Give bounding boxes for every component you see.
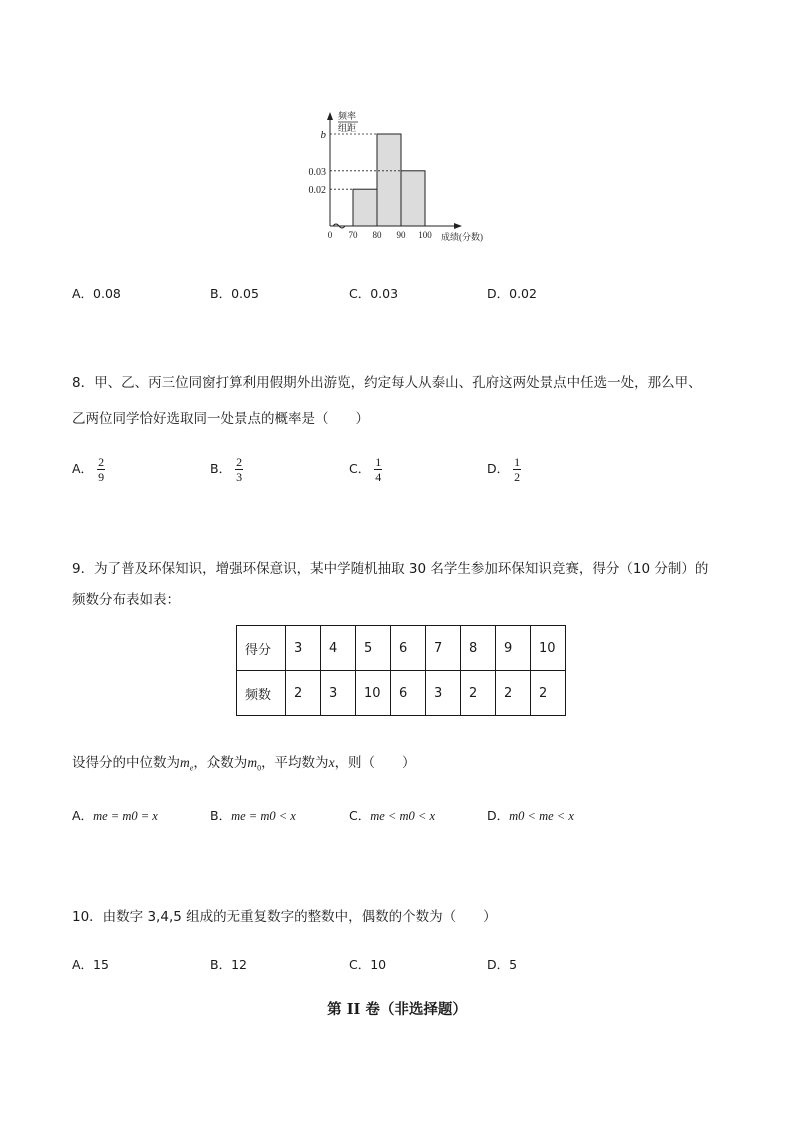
y-axis-arrow — [327, 112, 333, 120]
symbol-subscript: 0 — [257, 763, 262, 773]
table-cell: 3 — [286, 626, 321, 671]
fraction — [235, 456, 243, 483]
option-letter: B． — [210, 461, 232, 476]
median-symbol — [180, 755, 194, 773]
table-row — [237, 626, 566, 671]
option-letter: D． — [487, 808, 510, 823]
symbol-base: m — [180, 755, 190, 770]
denominator: 2 — [514, 470, 521, 484]
table-cell: 10 — [531, 626, 566, 671]
table-cell: 7 — [426, 626, 461, 671]
stem-text: ，平均数为 — [261, 755, 329, 771]
table-cell: 3 — [321, 671, 356, 716]
q10-option-b: B．12 — [210, 957, 247, 972]
histogram-bar — [353, 189, 377, 226]
denominator: 3 — [236, 470, 243, 484]
mean-symbol: x — [328, 755, 335, 770]
option-expression: me = m0 = x — [93, 809, 158, 823]
x-tick-label: 100 — [418, 230, 432, 240]
q9-option-b — [210, 806, 296, 824]
q10-option-a: A．15 — [72, 957, 109, 972]
q7-option-a: A．0.08 — [72, 286, 121, 301]
q9-option-a — [72, 806, 158, 824]
origin-label: 0 — [327, 230, 333, 240]
option-letter: D． — [487, 461, 510, 476]
q7-option-d: D．0.02 — [487, 286, 537, 301]
q8-option-d — [487, 456, 521, 483]
x-tick-label: 80 — [372, 230, 382, 240]
q9-stem-line3 — [72, 751, 416, 773]
option-expression: me < m0 < x — [370, 809, 436, 823]
y-tick-label: 0.02 — [308, 185, 326, 197]
table-cell: 9 — [496, 626, 531, 671]
y-tick-label: b — [320, 129, 326, 141]
denominator: 4 — [375, 470, 382, 484]
stem-text: ，众数为 — [193, 755, 248, 771]
table-cell: 8 — [461, 626, 496, 671]
y-axis-label-bottom: 组距 — [338, 123, 357, 133]
numerator: 2 — [98, 455, 105, 469]
table-cell: 6 — [391, 626, 426, 671]
frequency-table — [236, 625, 566, 716]
q9-option-d — [487, 806, 574, 824]
table-cell: 4 — [321, 626, 356, 671]
table-cell: 2 — [496, 671, 531, 716]
fraction — [374, 456, 382, 483]
q7-option-b: B．0.05 — [210, 286, 259, 301]
option-letter: B． — [210, 808, 232, 823]
stem-text: ，则（ ） — [334, 755, 416, 771]
table-cell: 10 — [356, 671, 391, 716]
histogram-bar — [401, 171, 425, 226]
histogram-bar — [377, 134, 401, 226]
histogram-chart — [0, 0, 794, 260]
option-expression: me = m0 < x — [231, 809, 296, 823]
option-letter: A． — [72, 461, 94, 476]
q8-stem-line2: 乙两位同学恰好选取同一处景点的概率是（ ） — [72, 411, 369, 427]
q9-option-c — [349, 806, 435, 824]
table-cell: 2 — [531, 671, 566, 716]
y-tick-label: 0.03 — [308, 166, 326, 178]
numerator: 1 — [514, 455, 521, 469]
y-axis-label-top: 频率 — [338, 111, 357, 121]
mode-symbol — [247, 755, 262, 773]
numerator: 2 — [236, 455, 243, 469]
q8-option-a — [72, 456, 105, 483]
table-header-cell: 得分 — [237, 626, 286, 671]
option-letter: C． — [349, 808, 371, 823]
q7-option-c: C．0.03 — [349, 286, 399, 301]
symbol-subscript: e — [189, 763, 194, 773]
option-expression: m0 < me < x — [509, 809, 574, 823]
fraction — [97, 456, 105, 483]
table-cell: 6 — [391, 671, 426, 716]
option-letter: C． — [349, 461, 371, 476]
numerator: 1 — [375, 455, 382, 469]
q8-option-c — [349, 456, 382, 483]
table-cell: 2 — [286, 671, 321, 716]
table-row — [237, 671, 566, 716]
q8-option-b — [210, 456, 243, 483]
denominator: 9 — [98, 470, 105, 484]
q10-option-d: D．5 — [487, 957, 518, 972]
x-axis-arrow — [454, 223, 462, 229]
table-header-cell: 频数 — [237, 671, 286, 716]
fraction — [513, 456, 521, 483]
symbol-base: m — [247, 755, 258, 770]
q9-stem-line1: 9．为了普及环保知识，增强环保意识，某中学随机抽取 30 名学生参加环保知识竞赛，得分（10 分制）的 — [72, 561, 709, 577]
table-cell: 3 — [426, 671, 461, 716]
q10-option-c: C．10 — [349, 957, 387, 972]
section-title: 第 II 卷（非选择题） — [327, 1001, 467, 1018]
q10-stem: 10．由数字 3,4,5 组成的无重复数字的整数中，偶数的个数为（ ） — [72, 909, 497, 925]
q9-stem-line2: 频数分布表如表： — [72, 592, 180, 608]
table-cell: 5 — [356, 626, 391, 671]
x-axis-label: 成绩(分数) — [441, 232, 483, 242]
x-tick-label: 90 — [396, 230, 406, 240]
option-letter: A． — [72, 808, 94, 823]
table-cell: 2 — [461, 671, 496, 716]
stem-text: 设得分的中位数为 — [72, 755, 180, 771]
q8-stem-line1: 8．甲、乙、丙三位同窗打算利用假期外出游览，约定每人从泰山、孔府这两处景点中任选一处，那么甲、 — [72, 375, 702, 391]
x-tick-label: 70 — [348, 230, 358, 240]
